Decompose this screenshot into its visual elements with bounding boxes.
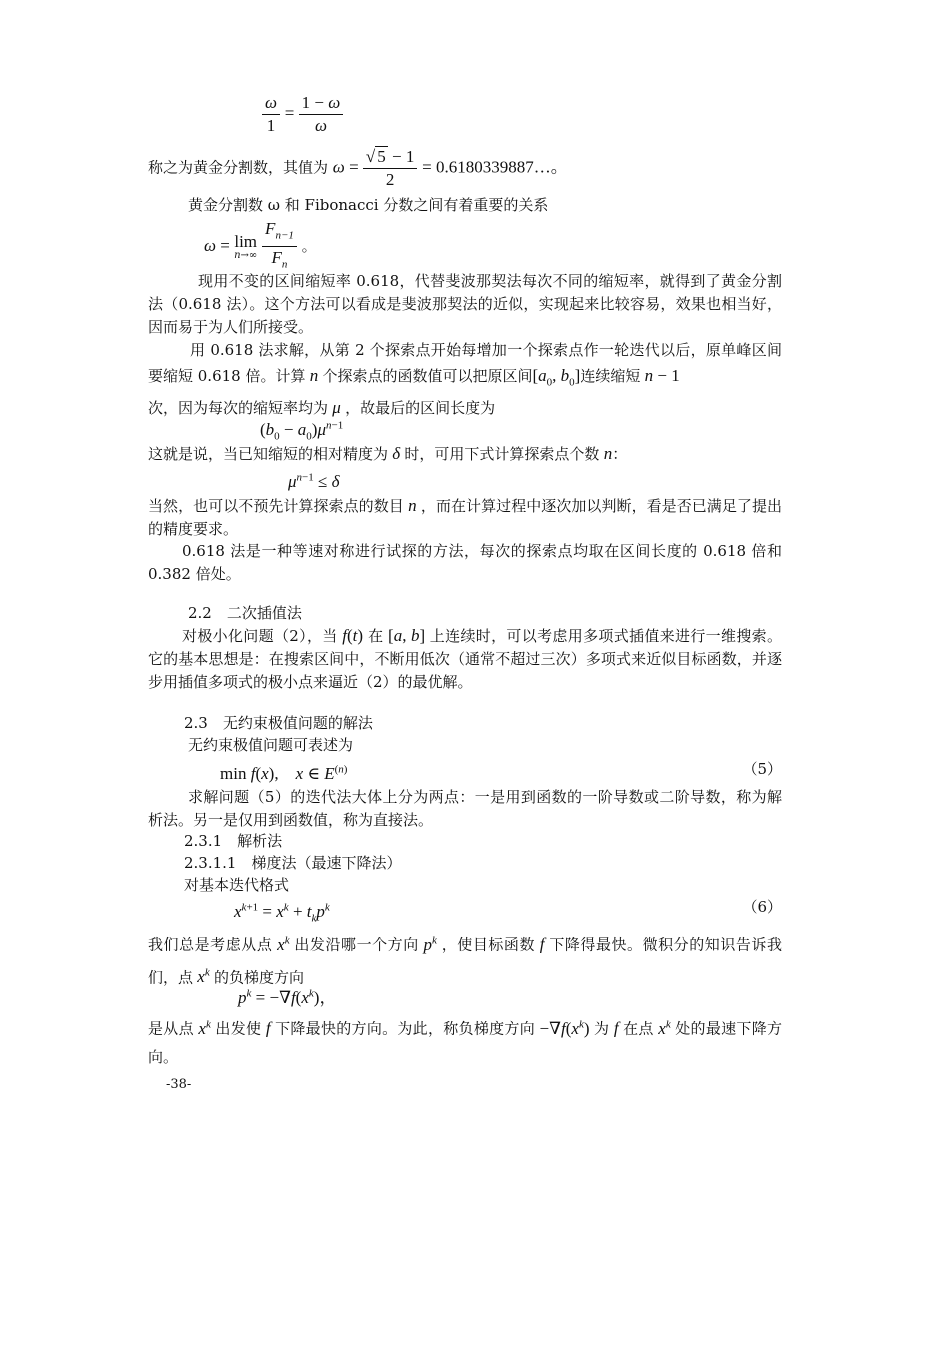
equation-fibonacci-limit: ω = lim n→∞ $\frac{F_{n-1}}{F_n}$ 。 xyxy=(204,219,317,271)
paragraph-fibonacci: 黄金分割数 ω 和 Fibonacci 分数之间有着重要的关系 xyxy=(188,196,549,214)
equation-interval-length: $(b_0 - a_0)\mu^{n-1}$ xyxy=(260,419,344,443)
equation-negative-gradient: $p^k = -\nabla f(x^k)$， xyxy=(238,987,337,1007)
section-heading-2-3: 2.3 无约束极值问题的解法 xyxy=(184,714,373,732)
paragraph-quadratic: 对极小化问题（2），当 f(t) 在 [a, b] 上连续时，可以考虑用多项式插值来进行一维搜索。它的基本思想是：在搜索区间中，不断用低次（通常不超过三次）多项式来近似目标函数，并逐步用插值多项式的极小点来逼近（2）的最优解。 xyxy=(148,626,782,691)
paragraph-0618-solve: 用 0.618 法求解，从第 2 个探索点开始每增加一个探索点作一轮迭代以后，原单峰区间要缩短 0.618 倍。计算 n 个探索点的函数值可以把原区间[$a_0$, $b_0$]连续缩短 n − 1 次，因为每次的缩短率均为 μ ，故最后的区间长度为 xyxy=(148,341,782,418)
section-heading-2-3-1-1: 2.3.1.1 梯度法（最速下降法） xyxy=(184,854,402,872)
paragraph-iterative: 求解问题（5）的迭代法大体上分为两点：一是用到函数的一阶导数或二阶导数，称为解析法。另一是仅用到函数值，称为直接法。 xyxy=(148,788,782,829)
equation-5: min f(x), x ∈ $E^{(n)}$ （5） xyxy=(220,760,782,783)
equation-golden-ratio: $\frac{\omega}{1}$ = $\frac{1 - \omega}{\omega}$ xyxy=(262,92,343,137)
equation-6: $x^{k+1} = x^k + t_kp^k$ （6） xyxy=(234,898,782,925)
paragraph-basic-iter: 对基本迭代格式 xyxy=(184,876,290,894)
page-number: -38- xyxy=(166,1077,192,1092)
paragraph-precision: 这就是说，当已知缩短的相对精度为 δ 时，可用下式计算探索点个数 n： xyxy=(148,444,628,463)
paragraph-golden-value: 称之为黄金分割数，其值为 ω = $\frac{√ 5 - 1}{2}$ = 0.6180339887…。 xyxy=(148,147,568,189)
equation-precision-inequality: $\mu^{n-1} \le \delta$ xyxy=(288,471,340,491)
paragraph-0618-intro: 现用不变的区间缩短率 0.618，代替斐波那契法每次不同的缩短率，就得到了黄金分割法（0.618 法）。这个方法可以看成是斐波那契法的近似，实现起来比较容易，效果也相当好，因而易于为人们所接受。 xyxy=(148,272,782,336)
section-heading-2-2: 2.2 二次插值法 xyxy=(188,604,302,622)
paragraph-0618-method: 0.618 法是一种等速对称进行试探的方法，每次的探索点均取在区间长度的 0.618 倍和 0.382 倍处。 xyxy=(148,542,782,583)
paragraph-unconstrained: 无约束极值问题可表述为 xyxy=(188,736,354,754)
paragraph-no-precompute: 当然，也可以不预先计算探索点的数目 n ，而在计算过程中逐次加以判断，看是否已满足了提出的精度要求。 xyxy=(148,496,782,538)
section-heading-2-3-1: 2.3.1 解析法 xyxy=(184,832,283,850)
paragraph-steepest: 是从点 $x^k$ 出发使 f 下降最快的方向。为此，称负梯度方向 $-\nabla f(x^k)$ 为 f 在点 $x^k$ 处的最速下降方向。 xyxy=(148,1018,782,1066)
paragraph-direction: 我们总是考虑从点 $x^k$ 出发沿哪一个方向 $p^k$ ，使目标函数 f 下降得最快。微积分的知识告诉我们，点 $x^k$ 的负梯度方向 xyxy=(148,934,782,987)
